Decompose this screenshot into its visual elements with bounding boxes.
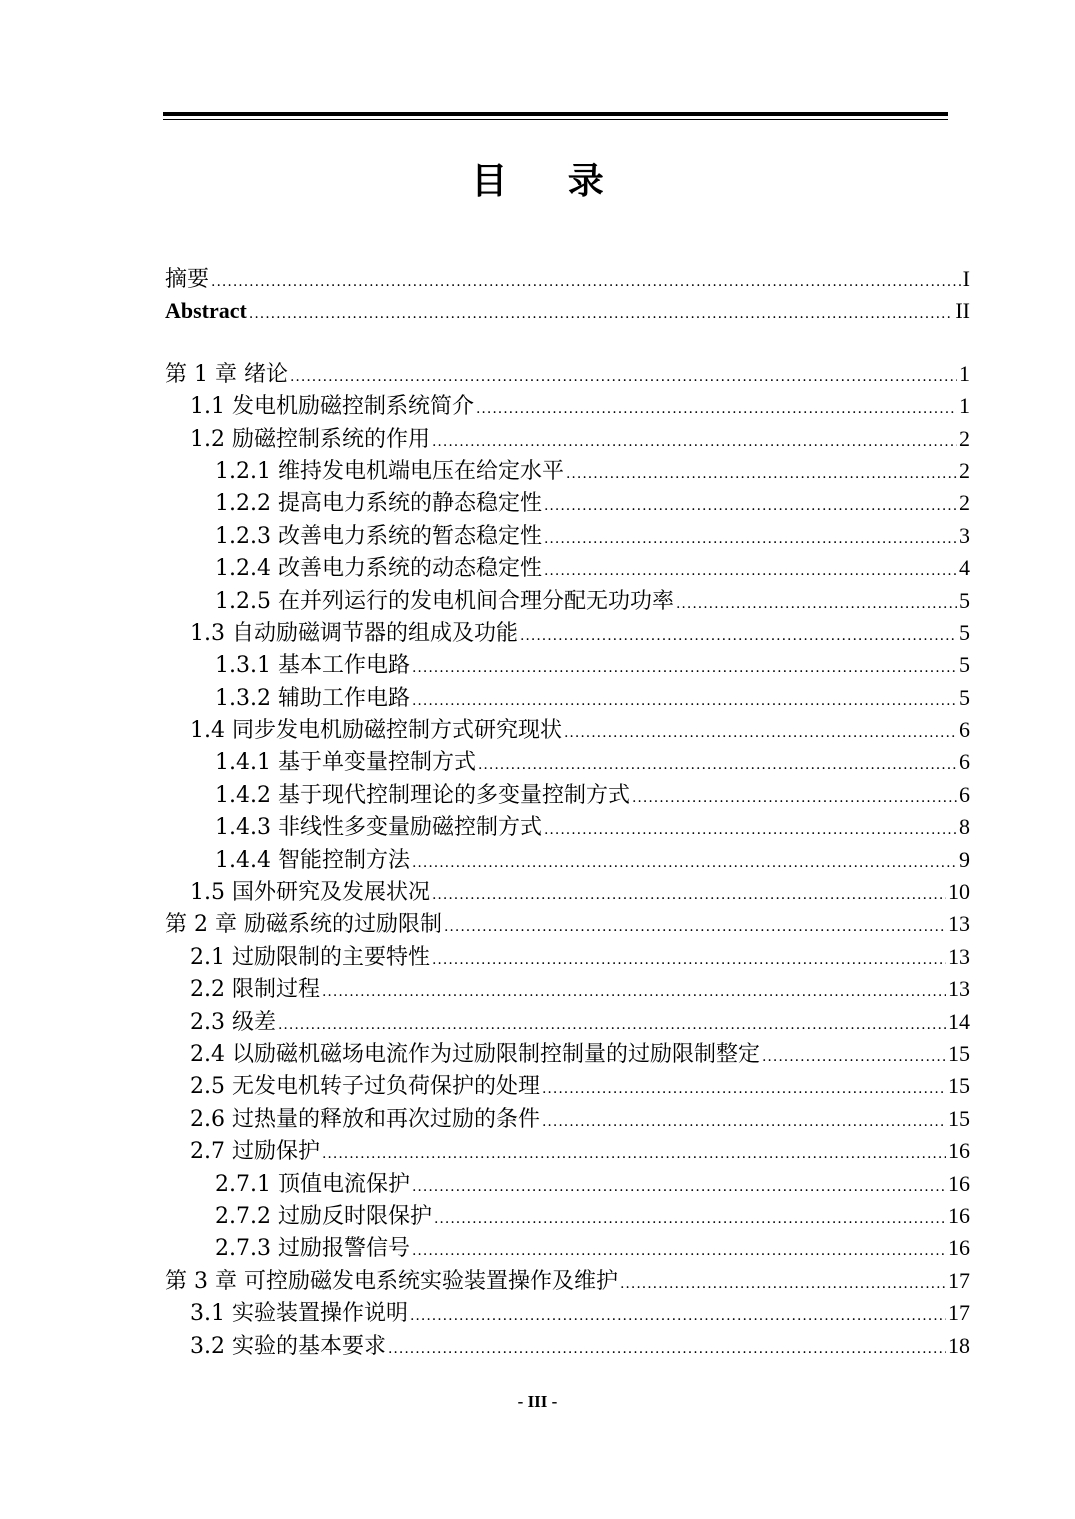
toc-dot-leader [432, 424, 957, 458]
toc-entry[interactable] [165, 682, 970, 714]
toc-entry-page-number: 13 [948, 911, 970, 937]
toc-entry[interactable] [165, 1330, 970, 1362]
toc-entry[interactable] [165, 1135, 970, 1167]
toc-entry-page-number: 17 [948, 1267, 970, 1293]
toc-entry-label: 2.7.2 过励反时限保护 [215, 1203, 432, 1229]
toc-entry-page-number: 1 [959, 393, 970, 419]
toc-entry[interactable] [165, 487, 970, 519]
toc-entry-page-number: 15 [948, 1040, 970, 1066]
toc-dot-leader [278, 1007, 946, 1041]
toc-entry[interactable] [165, 423, 970, 455]
toc-entry[interactable] [165, 1232, 970, 1264]
toc-entry-page-number: 10 [948, 879, 970, 905]
toc-dot-leader [566, 456, 957, 490]
toc-entry[interactable] [165, 1168, 970, 1200]
toc-entry[interactable] [165, 973, 970, 1005]
toc-entry-page-number: I [962, 266, 970, 291]
toc-dot-leader [290, 359, 957, 393]
header-rule-thin [163, 119, 948, 120]
toc-dot-leader [412, 1233, 946, 1267]
toc-entry-page-number: 5 [959, 587, 970, 613]
toc-entry-page-number: 5 [959, 652, 970, 678]
toc-dot-leader [388, 1331, 946, 1365]
toc-entry-label: 2.3 级差 [190, 1009, 276, 1035]
toc-dot-leader [412, 845, 957, 879]
toc-entry-label: 1.4.4 智能控制方法 [215, 847, 410, 873]
toc-entry[interactable] [165, 1297, 970, 1329]
toc-entry-label: 2.7.1 顶值电流保护 [215, 1171, 410, 1197]
toc-entry-page-number: 13 [948, 943, 970, 969]
toc-entry[interactable] [165, 390, 970, 422]
toc-entry-label: 2.4 以励磁机磁场电流作为过励限制控制量的过励限制整定 [190, 1041, 760, 1067]
toc-entry-label: 1.2 励磁控制系统的作用 [190, 426, 430, 452]
toc-dot-leader [322, 974, 946, 1008]
toc-entry[interactable] [165, 1070, 970, 1102]
toc-entry-label: Abstract [165, 298, 247, 324]
toc-entry-label: 1.2.1 维持发电机端电压在给定水平 [215, 458, 564, 484]
toc-entry[interactable] [165, 520, 970, 552]
toc-entry[interactable] [165, 1006, 970, 1038]
toc-entry-page-number: 4 [959, 555, 970, 581]
toc-entry-label: 3.1 实验装置操作说明 [190, 1301, 408, 1327]
toc-entry[interactable] [165, 295, 970, 327]
toc-entry-page-number: 6 [959, 717, 970, 743]
toc-dot-leader [544, 521, 957, 555]
toc-entry[interactable] [165, 779, 970, 811]
toc-dot-leader [478, 747, 957, 781]
toc-entry-label: 2.5 无发电机转子过负荷保护的处理 [190, 1074, 540, 1100]
toc-dot-leader [544, 488, 957, 522]
toc-entry-page-number: 2 [959, 490, 970, 516]
toc-entry-label: 1.4.3 非线性多变量励磁控制方式 [215, 815, 542, 841]
toc-entry[interactable] [165, 585, 970, 617]
toc-dot-leader [564, 715, 957, 749]
toc-entry[interactable] [165, 358, 970, 390]
toc-dot-leader [434, 1201, 946, 1235]
toc-entry[interactable] [165, 811, 970, 843]
toc-dot-leader [542, 1104, 946, 1138]
toc-dot-leader [542, 1071, 946, 1105]
toc-dot-leader [432, 877, 946, 911]
toc-entry[interactable] [165, 746, 970, 778]
toc-dot-leader [762, 1039, 946, 1073]
toc-entry[interactable] [165, 263, 970, 295]
toc-entry-label: 1.2.3 改善电力系统的暂态稳定性 [215, 523, 542, 549]
toc-entry-label: 3.2 实验的基本要求 [190, 1333, 386, 1359]
toc-entry-label: 2.2 限制过程 [190, 977, 320, 1003]
toc-entry-page-number: 14 [948, 1008, 970, 1034]
toc-entry-page-number: II [955, 298, 970, 324]
toc-entry-page-number: 2 [959, 457, 970, 483]
toc-entry-page-number: 16 [948, 1138, 970, 1164]
toc-dot-leader [412, 1169, 946, 1203]
toc-entry[interactable] [165, 552, 970, 584]
toc-entry[interactable] [165, 908, 970, 940]
toc-entry[interactable] [165, 941, 970, 973]
header-rule-thick [163, 112, 948, 116]
toc-entry-label: 1.1 发电机励磁控制系统简介 [190, 394, 474, 420]
toc-entry[interactable] [165, 876, 970, 908]
toc-entry[interactable] [165, 649, 970, 681]
toc-entry-label: 1.2.4 改善电力系统的动态稳定性 [215, 556, 542, 582]
toc-entry-label: 摘要 [165, 267, 210, 292]
toc-entry-label: 1.2.2 提高电力系统的静态稳定性 [215, 491, 542, 517]
toc-entry[interactable] [165, 617, 970, 649]
toc-entry-label: 1.2.5 在并列运行的发电机间合理分配无功功率 [215, 588, 674, 614]
toc-entry-page-number: 2 [959, 425, 970, 451]
toc-entry-label: 2.7 过励保护 [190, 1139, 320, 1165]
toc-entry-label: 1.4 同步发电机励磁控制方式研究现状 [190, 718, 562, 744]
toc-entry-page-number: 9 [959, 846, 970, 872]
toc-entry-page-number: 16 [948, 1170, 970, 1196]
toc-dot-leader [676, 586, 957, 620]
toc-entry-page-number: 1 [959, 360, 970, 386]
toc-entry-label: 1.4.1 基于单变量控制方式 [215, 750, 476, 776]
toc-entry[interactable] [165, 844, 970, 876]
toc-dot-leader [620, 1266, 946, 1300]
toc-dot-leader [249, 296, 953, 330]
toc-dot-leader [544, 812, 957, 846]
toc-dot-leader [322, 1136, 946, 1170]
toc-entry-page-number: 15 [948, 1073, 970, 1099]
toc-entry-label: 1.3.1 基本工作电路 [215, 653, 410, 679]
toc-dot-leader [476, 391, 957, 425]
toc-entry-page-number: 5 [959, 619, 970, 645]
toc-entry-label: 第 2 章 励磁系统的过励限制 [165, 912, 442, 938]
page-title: 目 录 [471, 161, 628, 202]
toc-dot-leader [432, 942, 946, 976]
toc-dot-leader [520, 618, 957, 652]
toc-dot-leader [444, 909, 946, 943]
toc-entry-label: 第 3 章 可控励磁发电系统实验装置操作及维护 [165, 1268, 618, 1294]
toc-entry-label: 1.3 自动励磁调节器的组成及功能 [190, 620, 518, 646]
toc-dot-leader [544, 553, 957, 587]
toc-entry-page-number: 16 [948, 1235, 970, 1261]
toc-entry-label: 2.7.3 过励报警信号 [215, 1236, 410, 1262]
toc-entry-page-number: 6 [959, 749, 970, 775]
toc-entry[interactable] [165, 1103, 970, 1135]
toc-entry-page-number: 16 [948, 1202, 970, 1228]
toc-entry-page-number: 6 [959, 781, 970, 807]
toc-dot-leader [410, 1298, 946, 1332]
toc-entry-page-number: 17 [948, 1300, 970, 1326]
toc-entry-page-number: 18 [948, 1332, 970, 1358]
page-number-footer: - III - [517, 1392, 558, 1411]
toc-dot-leader [412, 650, 957, 684]
toc-dot-leader [412, 683, 957, 717]
toc-entry[interactable] [165, 455, 970, 487]
toc-entry-page-number: 8 [959, 814, 970, 840]
toc-entry[interactable] [165, 1038, 970, 1070]
toc-entry-page-number: 13 [948, 976, 970, 1002]
toc-entry[interactable] [165, 1265, 970, 1297]
toc-entry-page-number: 3 [959, 522, 970, 548]
toc-entry-label: 1.5 国外研究及发展状况 [190, 880, 430, 906]
toc-entry-page-number: 15 [948, 1105, 970, 1131]
toc-entry-label: 1.3.2 辅助工作电路 [215, 685, 410, 711]
toc-entry-label: 第 1 章 绪论 [165, 361, 288, 387]
toc-entry[interactable] [165, 1200, 970, 1232]
toc-entry[interactable] [165, 714, 970, 746]
toc-entry-label: 1.4.2 基于现代控制理论的多变量控制方式 [215, 782, 630, 808]
table-of-contents [165, 263, 970, 1362]
toc-entry-label: 2.6 过热量的释放和再次过励的条件 [190, 1106, 540, 1132]
toc-entry-label: 2.1 过励限制的主要特性 [190, 944, 430, 970]
toc-entry-page-number: 5 [959, 684, 970, 710]
toc-dot-leader [211, 264, 961, 298]
toc-dot-leader [632, 780, 957, 814]
